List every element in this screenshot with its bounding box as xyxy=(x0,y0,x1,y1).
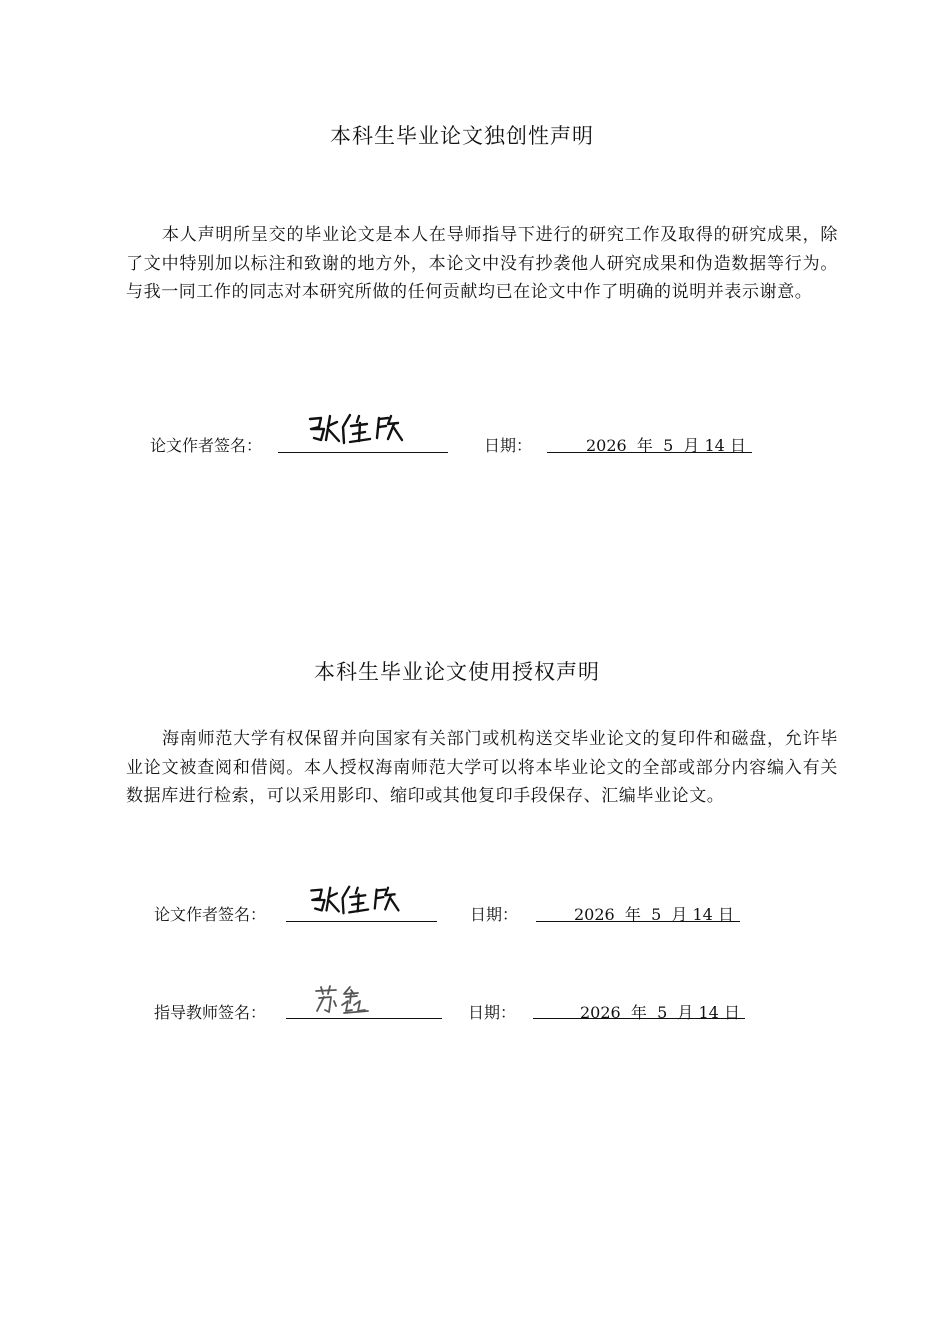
authorization-author-date-line xyxy=(536,921,740,922)
authorization-title: 本科生毕业论文使用授权声明 xyxy=(314,660,600,684)
originality-date-value: 2026 年 5 月 14 日 xyxy=(586,436,746,455)
originality-body: 本人声明所呈交的毕业论文是本人在导师指导下进行的研究工作及取得的研究成果，除了文中特别加以标注和致谢的地方外，本论文中没有抄袭他人研究成果和伪造数据等行为。与我一同工作的同志对本研究所做的任何贡献均已在论文中作了明确的说明并表示谢意。 xyxy=(126,225,838,302)
authorization-author-label: 论文作者签名： xyxy=(154,905,267,924)
authorization-advisor-signature xyxy=(314,984,372,1016)
originality-author-label: 论文作者签名： xyxy=(150,436,263,455)
authorization-author-date-value: 2026 年 5 月 14 日 xyxy=(574,905,734,924)
originality-title: 本科生毕业论文独创性声明 xyxy=(330,124,594,148)
authorization-body: 海南师范大学有权保留并向国家有关部门或机构送交毕业论文的复印件和磁盘，允许毕业论文被查阅和借阅。本人授权海南师范大学可以将本毕业论文的全部或部分内容编入有关数据库进行检索，可以采用影印、缩印或其他复印手段保存、汇编毕业论文。 xyxy=(126,729,838,806)
authorization-author-date-label: 日期： xyxy=(470,905,519,924)
authorization-advisor-label: 指导教师签名： xyxy=(154,1003,267,1022)
authorization-author-signature-line xyxy=(286,921,437,922)
authorization-advisor-signature-line xyxy=(286,1018,442,1019)
originality-author-signature-line xyxy=(278,452,448,453)
authorization-advisor-date-label: 日期： xyxy=(468,1003,517,1022)
authorization-advisor-date-line xyxy=(533,1018,745,1019)
originality-author-signature xyxy=(304,410,404,448)
authorization-author-signature xyxy=(304,882,402,918)
originality-date-label: 日期： xyxy=(484,436,533,455)
authorization-advisor-date-value: 2026 年 5 月 14 日 xyxy=(580,1003,740,1022)
originality-date-line xyxy=(547,452,752,453)
